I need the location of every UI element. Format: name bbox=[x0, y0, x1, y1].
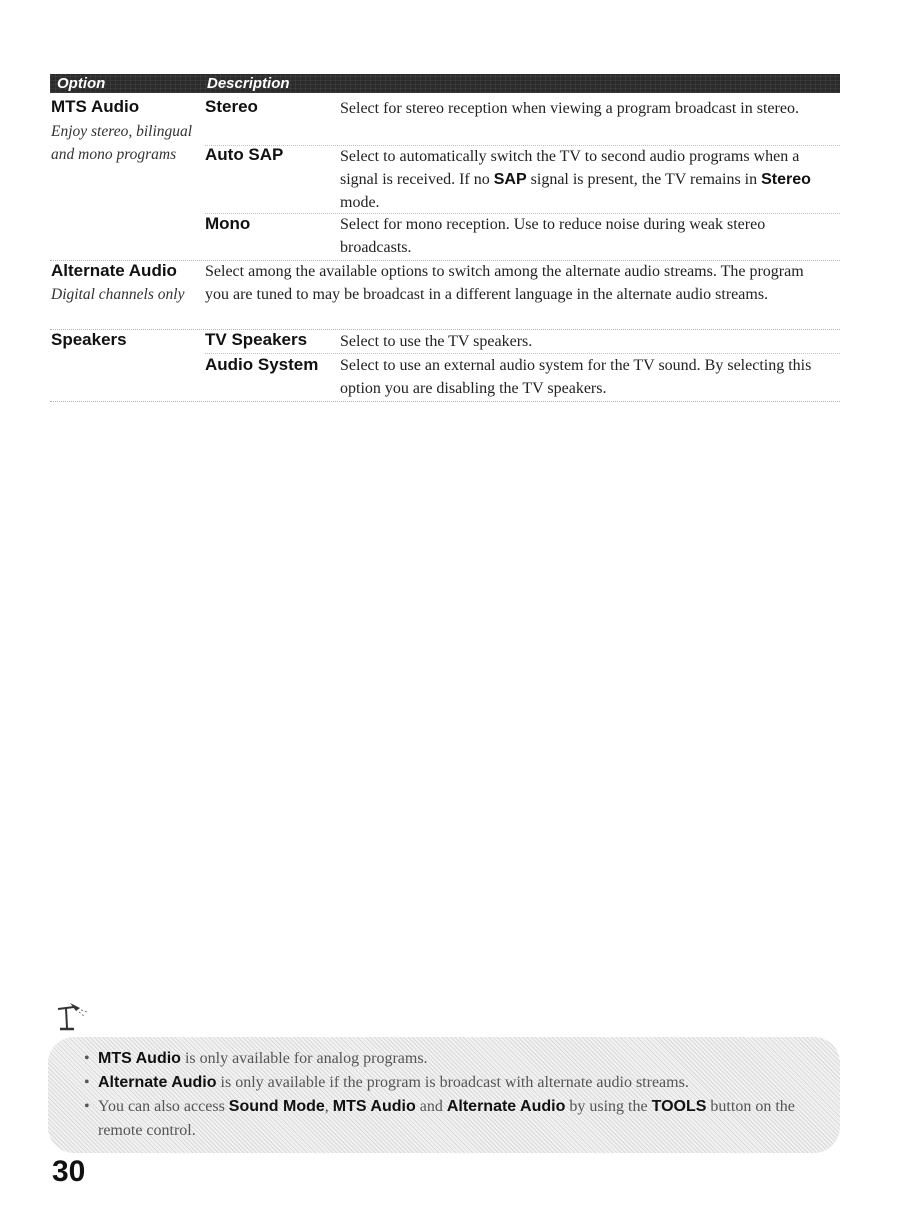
sub-mono: Mono bbox=[205, 214, 251, 233]
note-item: • Alternate Audio is only available if the program is broadcast with alternate audio streams. bbox=[84, 1074, 689, 1091]
notes-box bbox=[48, 1037, 840, 1153]
desc-mono: Select for mono reception. Use to reduce noise during weak stereo broadcasts. bbox=[340, 216, 766, 256]
option-speakers: Speakers bbox=[51, 330, 127, 349]
sub-audio-system: Audio System bbox=[205, 355, 319, 374]
notes-list bbox=[84, 1047, 824, 1143]
option-note-mts-audio: Enjoy stereo, bilingual and mono programs bbox=[51, 123, 193, 163]
desc-audio-system: Select to use an external audio system for the TV sound. By selecting this option you are disabling the TV speakers. bbox=[340, 357, 812, 397]
row-divider bbox=[50, 401, 840, 402]
desc-stereo: Select for stereo reception when viewing a program broadcast in stereo. bbox=[340, 100, 799, 117]
lamp-icon bbox=[54, 1000, 90, 1032]
desc-auto-sap: Select to automatically switch the TV to second audio programs when a signal is received. If no SAP signal is present, the TV remains in Stereo mode. bbox=[340, 148, 811, 211]
option-note-alternate-audio: Digital channels only bbox=[51, 286, 185, 303]
sub-auto-sap: Auto SAP bbox=[205, 145, 284, 164]
note-item: • You can also access Sound Mode, MTS Audio and Alternate Audio by using the TOOLS button on the remote control. bbox=[84, 1098, 795, 1139]
desc-tv-speakers: Select to use the TV speakers. bbox=[340, 333, 533, 350]
sub-tv-speakers: TV Speakers bbox=[205, 330, 308, 349]
option-mts-audio: MTS Audio bbox=[51, 97, 140, 116]
note-item: • MTS Audio is only available for analog programs. bbox=[84, 1050, 428, 1067]
sub-stereo: Stereo bbox=[205, 97, 258, 116]
header-option: Option bbox=[57, 75, 106, 92]
desc-alternate-audio: Select among the available options to switch among the alternate audio streams. The program you are tuned to may be broadcast in a different language in the alternate audio streams. bbox=[205, 263, 804, 303]
page-number: 30 bbox=[52, 1155, 86, 1188]
header-description: Description bbox=[207, 75, 290, 92]
option-alternate-audio: Alternate Audio bbox=[51, 261, 177, 280]
table-header bbox=[50, 74, 840, 93]
